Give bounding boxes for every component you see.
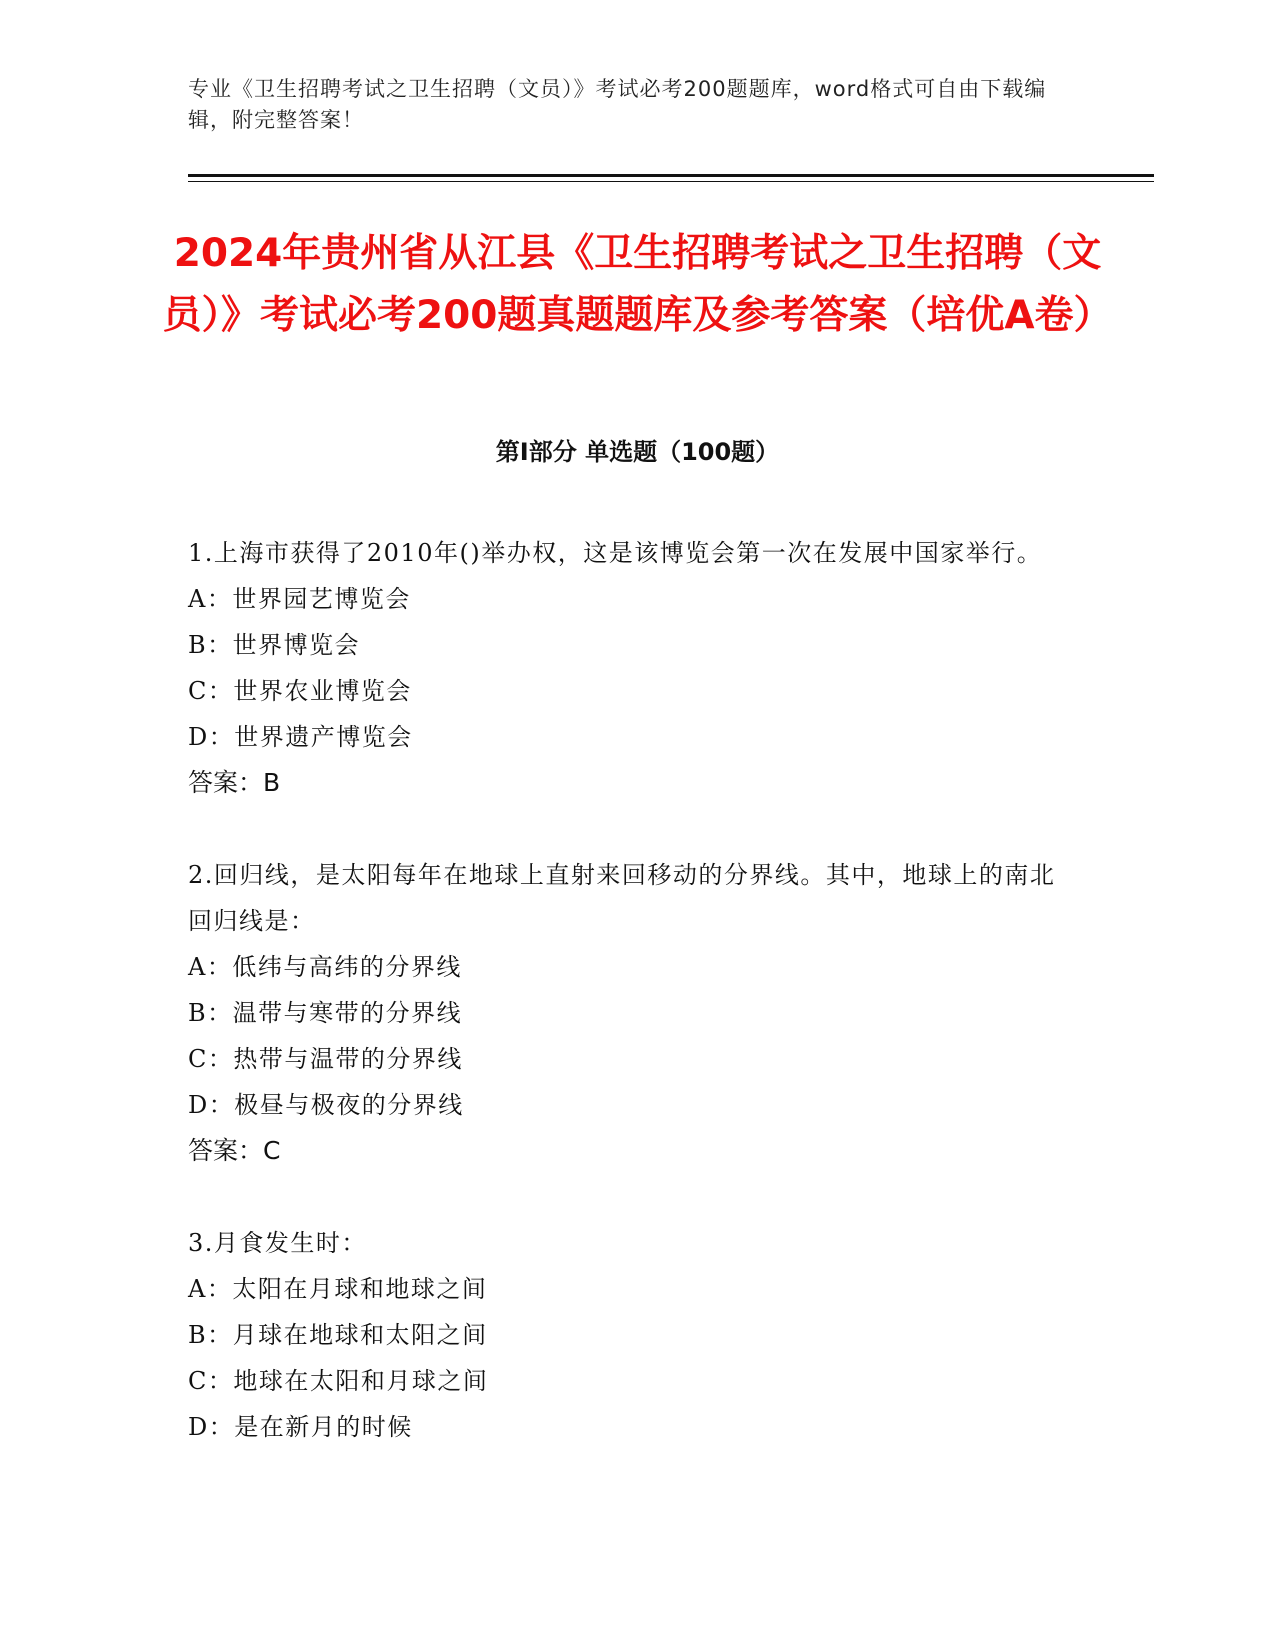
question-item [188, 1220, 1088, 1450]
question-stem: 3.月食发生时： [188, 1229, 367, 1257]
question-option-c: C：地球在太阳和月球之间 [188, 1367, 489, 1395]
question-item [188, 852, 1088, 1174]
question-option-d: D：是在新月的时候 [188, 1413, 413, 1441]
question-stem: 2.回归线，是太阳每年在地球上直射来回移动的分界线。其中，地球上的南北回归线是： [188, 861, 1056, 935]
question-answer: 答案：C [188, 1136, 281, 1165]
question-option-b: B：世界博览会 [188, 631, 361, 659]
question-list [188, 530, 1088, 1496]
header-divider-thin [188, 181, 1154, 182]
question-option-a: A：太阳在月球和地球之间 [188, 1275, 488, 1303]
question-option-d: D：世界遗产博览会 [188, 723, 413, 751]
header-note: 专业《卫生招聘考试之卫生招聘（文员）》考试必考200题题库，word格式可自由下载编辑，附完整答案！ [188, 77, 1047, 132]
question-option-b: B：月球在地球和太阳之间 [188, 1321, 488, 1349]
question-option-b: B：温带与寒带的分界线 [188, 999, 463, 1027]
question-option-d: D：极昼与极夜的分界线 [188, 1091, 464, 1119]
question-answer: 答案：B [188, 768, 281, 797]
header-divider-thick [188, 174, 1154, 177]
document-title: 2024年贵州省从江县《卫生招聘考试之卫生招聘（文员）》考试必考200题真题题库及参考答案（培优A卷） [162, 231, 1113, 338]
question-option-a: A：世界园艺博览会 [188, 585, 411, 613]
question-stem: 1.上海市获得了2010年()举办权，这是该博览会第一次在发展中国家举行。 [188, 539, 1043, 567]
question-option-a: A：低纬与高纬的分界线 [188, 953, 462, 981]
question-option-c: C：热带与温带的分界线 [188, 1045, 463, 1073]
question-item [188, 530, 1088, 806]
section-title: 第I部分 单选题（100题） [495, 438, 780, 466]
question-option-c: C：世界农业博览会 [188, 677, 412, 705]
